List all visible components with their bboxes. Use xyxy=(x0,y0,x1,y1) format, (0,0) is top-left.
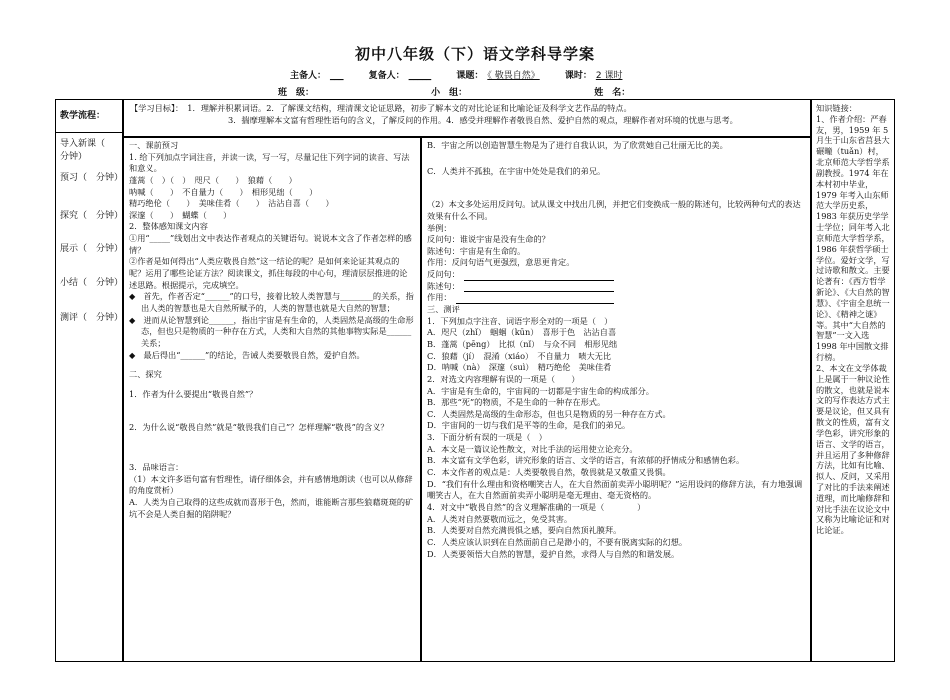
keti-label: 课题： xyxy=(456,71,484,81)
flow-title: 教学流程： xyxy=(60,111,106,121)
question: 2．对选文内容理解有误的一项是（ ） xyxy=(427,373,580,384)
learning-goals xyxy=(123,99,811,137)
question: 1. 给下列加点字词注音，并读一读，写一写，尽量记住下列字词的读音、写法和意义。 xyxy=(129,151,410,174)
option: C．狼藉（jí） 混淆（xiáo） 不自量力 啧大无比 xyxy=(427,350,612,361)
option: A．人类对自然要敬而远之，免受其害。 xyxy=(427,513,573,524)
answer-line xyxy=(427,281,805,293)
example-line: 陈述句：宇宙是有生命的。 xyxy=(427,245,526,256)
goal-line-1: 【学习目标】： 1．理解并积累词语。2．了解课文结构，理清课文论证思路，初步了解本文的对比论证和比喻论证及科学文艺作品的特点。 xyxy=(130,103,632,113)
bullet-item xyxy=(129,315,415,350)
flow-ceping: 测评（ 分钟） xyxy=(60,313,124,323)
content-column-1 xyxy=(123,137,421,662)
option: A．咫尺（zhǐ） 蝈蝈（kūn） 喜形于色 沾沾自喜 xyxy=(427,327,617,338)
flow-column xyxy=(55,99,123,662)
option: A．本文是一篇议论性散文，对比手法的运用使立论充分。 xyxy=(427,443,638,454)
diamond-icon: ◆ xyxy=(129,314,144,325)
header-meta-student xyxy=(278,87,630,100)
answer-label: 反问句： xyxy=(427,269,460,280)
flow-tanjiu: 探究（ 分钟） xyxy=(60,211,124,221)
diamond-icon: ◆ xyxy=(129,349,144,360)
xingming-label: 姓 名： xyxy=(594,88,631,98)
xiaozu-label: 小 组： xyxy=(431,88,468,98)
example-line: 作用：反问句语气更强烈，意思更肯定。 xyxy=(427,257,575,268)
zhubei-label: 主备人： xyxy=(290,71,327,81)
zhubei-value: ___ xyxy=(330,71,344,81)
question: （2）本文多处运用反问句。试从课文中找出几例，并把它们变换成一般的陈述句，比较两种句式的表达效果有什么不同。 xyxy=(427,199,801,221)
answer-blank[interactable] xyxy=(456,303,614,304)
option: B．人类要对自然充满畏惧之感，要向自然顶礼膜拜。 xyxy=(427,525,622,536)
knowledge-title: 知识链接： xyxy=(816,103,857,113)
section-title: 三、测评 xyxy=(427,304,460,315)
knowledge-paragraph: 2、本文在文学体裁上是属于一种议论性的散文，也就是说本文的写作表达方式主要是议论，但又具有散文的性质，富有文学色彩，讲究形象的语言、文学的语言，并且运用了多种修辞方法，比如有比喻、拟人、反问，又采用了对比的手法来阐述道理，而比喻修辞和对比手法在议论文中又称为比喻论证和对比论证。 xyxy=(816,362,890,536)
answer-label: 作用： xyxy=(427,292,452,303)
bullet-item xyxy=(129,291,415,314)
divider xyxy=(56,132,122,133)
option: D．呐喊（nà） 深邃（suì） 精巧绝伦 美味佳肴 xyxy=(427,362,612,373)
bullet-text: 最后得出“______”的结论，告诫人类要敬畏自然，爱护自然。 xyxy=(143,349,365,360)
content-column-2 xyxy=(421,137,811,662)
option: B．本文富有文学色彩，讲究形象的语言、文学的语言，有浓郁的抒情成分和感情色彩。 xyxy=(427,455,745,466)
pinyin-row: 深邃（ ） 蝴蝶（ ） xyxy=(129,209,232,220)
fubei-value: _____ xyxy=(408,71,432,81)
page-title: 初中八年级（下）语文学科导学案 xyxy=(354,45,595,63)
keti-value: 《 敬畏自然》 xyxy=(487,71,540,81)
option: D．宇宙间的一切与我们是平等的生命，是我们的弟兄。 xyxy=(427,420,631,431)
sentence: C．人类并不孤独，在宇宙中处处是我们的弟兄。 xyxy=(427,165,606,176)
goal-line-2: 3．揣摩理解本文富有哲理性语句的含义，了解反问的作用。4．感受并理解作者敬畏自然、爱护自然的观点，理解作者对环境的忧患与思考。 xyxy=(228,114,738,125)
answer-line xyxy=(427,292,805,304)
question: 1．下列加点字注音、词语字形全对的一项是（ ） xyxy=(427,315,613,326)
answer-label: 陈述句： xyxy=(427,280,460,291)
fubei-label: 复备人： xyxy=(368,71,405,81)
question: ①用“_____”线划出文中表达作者观点的关键语句。说说本文含了作者怎样的感情？ xyxy=(129,233,412,255)
answer-line xyxy=(427,269,805,281)
flow-zhanshi: 展示（ 分钟） xyxy=(60,244,124,254)
sentence: B．宇宙之所以创造智慧生物是为了进行自我认识，为了欣赏她自己壮丽无比的美。 xyxy=(427,140,728,150)
question: A．人类为自己取得的这些成就而喜形于色，然而，谁能断言那些狼藉斑斑的矿坑不会是人类自掘的陷阱呢？ xyxy=(129,497,414,519)
bullet-item xyxy=(129,350,415,362)
pinyin-row: 蓬蒿（ ）（ ） 咫尺（ ） 狼藉（ ） xyxy=(129,174,297,185)
option: A．宇宙是有生命的，宇宙间的一切都是宇宙生命的构成部分。 xyxy=(427,385,654,396)
question: 2．为什么说“敬畏自然”就是“敬畏我们自己”？怎样理解“敬畏”的含义？ xyxy=(129,422,389,433)
option: C．人类应该认识到在自然面前自己是渺小的，不要有脱离实际的幻想。 xyxy=(427,536,688,547)
pinyin-row: 呐喊（ ） 不自量力（ ） 相形见绌（ ） xyxy=(129,186,318,197)
pinyin-row: 精巧绝伦（ ） 美味佳肴（ ） 沾沾自喜（ ） xyxy=(129,198,334,209)
option: C．人类固然是高级的生命形态，但也只是物质的另一种存在方式。 xyxy=(427,408,671,419)
question: 3．下面分析有误的一项是（ ） xyxy=(427,432,547,443)
knowledge-link xyxy=(811,99,895,662)
bullet-text: 首先，作者否定“______”的口号，接着比较人类智慧与________的关系，指出人类的智慧也是大自然所赋予的，人类的智慧也就是大自然的智慧； xyxy=(141,291,414,313)
diamond-icon: ◆ xyxy=(129,291,144,302)
question: 3．品味语言： xyxy=(129,462,184,473)
keshi-value: 2 课时 xyxy=(595,71,623,81)
example-line: 反问句：谁说宇宙是没有生命的？ xyxy=(427,234,550,245)
flow-yuxi: 预习（ 分钟） xyxy=(60,173,124,183)
option: B．蓬蒿（pēng） 比拟（nǐ） 与众不同 相形见绌 xyxy=(427,338,618,349)
question: 4．对文中“敬畏自然”的含义理解准确的一项是（ ） xyxy=(427,501,646,512)
section-title: 一、课前预习 xyxy=(129,140,179,150)
option: D．人类要领悟大自然的智慧，爱护自然，求得人与自然的和谐发展。 xyxy=(427,548,680,559)
example-label: 举例： xyxy=(427,222,452,233)
keshi-label: 课时： xyxy=(564,71,592,81)
question: ②作者是如何得出“人类应敬畏自然”这一结论的呢？是如何来论证其观点的呢？运用了哪些论证方法？阅读课文，抓住每段的中心句，理清层层推进的论述思路。根据提示，完成填空。 xyxy=(129,256,408,290)
banji-label: 班 级： xyxy=(278,88,315,98)
knowledge-paragraph: 1、作者介绍：严春友，男，1959 年 5 月生于山东省莒县大碾疃（tuǎn）村，北京师范大学哲学系副教授。1974 年在本村初中毕业，1979 年考入山东师范大学历史系，1983 年获历史学学士学位；同年考入北京师范大学哲学系，1986 年获哲学硕士学位。爱好文学，写过诗歌和散文。主要论著有：《西方哲学新论》、《大自然的智慧》、《宇宙全息统一论》、《精神之谜》等。其中“大自然的智慧”一文入选 1998 年中国散文排行榜。 xyxy=(816,113,890,363)
option: B．那些“死”的物质，不是生命的一种存在形式。 xyxy=(427,397,606,408)
option: C．本文作者的观点是：人类要敬畏自然，敬畏就是又敬重又畏惧。 xyxy=(427,467,671,478)
bullet-text: 进而从论智慧到论______，指出宇宙是有生命的，人类固然是高级的生命形态，但也只是物质的一种存在方式，人类和大自然的其他事物实际是______关系； xyxy=(141,314,414,348)
flow-daoru: 导入新课（ 分钟） xyxy=(60,139,115,162)
header-meta xyxy=(290,70,644,83)
question: 2．整体感知课文内容 xyxy=(129,221,208,232)
question: （1）本文许多语句富有哲理性，请仔细体会，并有感情地朗读（也可以从修辞的角度赏析） xyxy=(129,473,413,496)
flow-xiaojie: 小结（ 分钟） xyxy=(60,278,124,288)
option: D．“我们有什么理由和资格嘲笑古人，在大自然面前卖弄小聪明呢？”运用设问的修辞方法，有力地强调嘲笑古人，在大自然面前卖弄小聪明是毫无理由、毫无资格的。 xyxy=(427,478,803,501)
question: 1．作者为什么要提出“敬畏自然”？ xyxy=(129,388,258,399)
section-title: 二、探究 xyxy=(129,369,162,380)
